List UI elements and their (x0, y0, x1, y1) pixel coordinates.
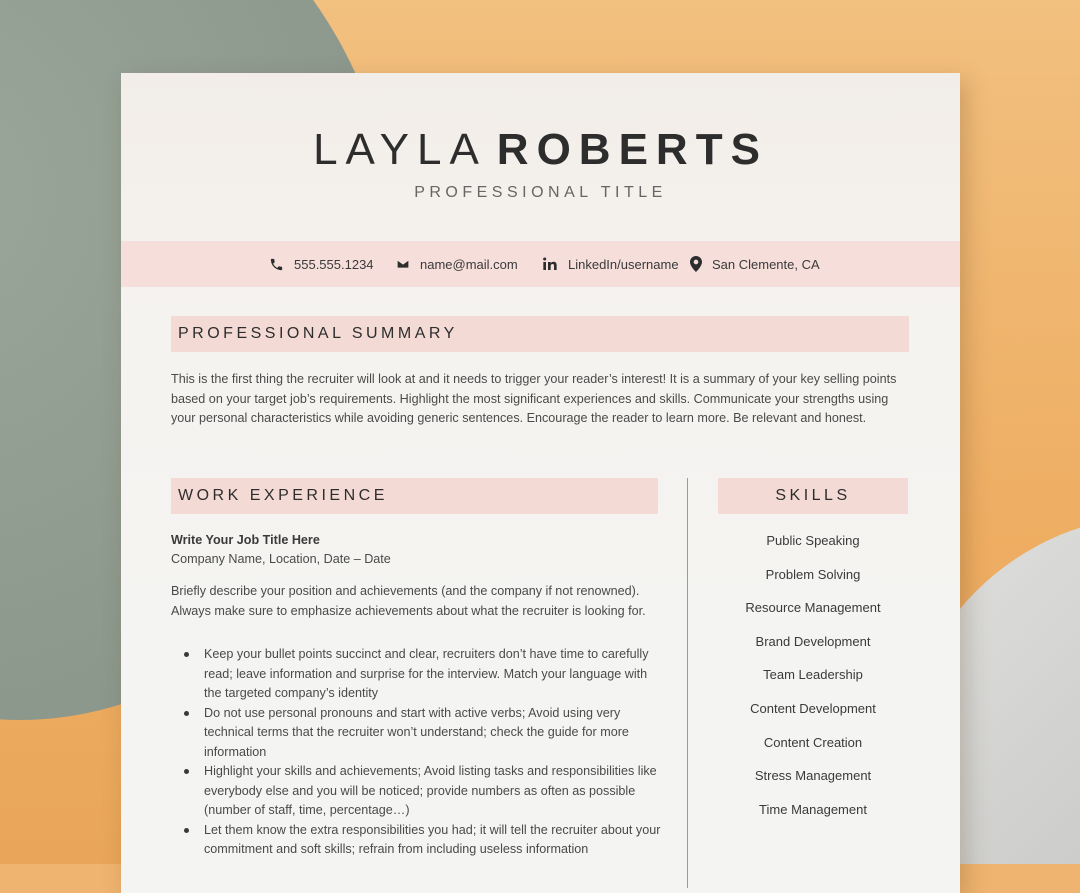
phone-text: 555.555.1234 (294, 256, 374, 272)
job-description: Briefly describe your position and achievements (and the company if not renowned). Always make sure to emphasize achievements about what the recruiter is looking for. (171, 584, 646, 618)
experience-heading: WORK EXPERIENCE (178, 487, 388, 504)
bullet-item: Let them know the extra responsibilities you had; it will tell the recruiter about your commitment and soft skills; refrain from including useless information (171, 821, 661, 860)
first-name: LAYLA (313, 125, 487, 174)
skill-item: Brand Development (755, 633, 871, 649)
location-pin-icon (690, 256, 702, 272)
skill-item: Resource Management (745, 600, 881, 616)
email-text: name@mail.com (420, 256, 518, 272)
experience-bullets (171, 645, 661, 860)
skill-item: Stress Management (754, 768, 872, 784)
contact-linkedin (542, 241, 679, 287)
skills-heading: SKILLS (775, 487, 851, 504)
contact-bar (121, 241, 960, 287)
linkedin-text: LinkedIn/username (568, 256, 679, 272)
bullet-item: Do not use personal pronouns and start with active verbs; Avoid using very technical terms that the recruiter won’t understand; check the guide for more information (171, 704, 661, 763)
experience-heading-band (171, 478, 658, 514)
skills-heading-band (718, 478, 908, 514)
linkedin-icon (542, 256, 558, 272)
skill-item: Time Management (759, 801, 867, 817)
resume-sheet (121, 73, 960, 893)
summary-text: This is the first thing the recruiter will look at and it needs to trigger your reader’s interest! It is a summary of your key selling points based on your target job’s requirements. Highlight the most significant experiences and skills. Communicate your strengths using your personal characteristics while avoiding generic sentences. Encourage the reader to learn more. Be relevant and honest. (171, 372, 897, 425)
phone-icon (269, 257, 284, 272)
skill-item: Content Development (750, 700, 876, 716)
job-title: Write Your Job Title Here (171, 533, 320, 547)
skill-item: Team Leadership (763, 667, 863, 683)
last-name: ROBERTS (496, 125, 768, 174)
location-text: San Clemente, CA (712, 256, 820, 272)
resume-name (121, 125, 960, 175)
skills-list (718, 531, 908, 833)
bullet-item: Highlight your skills and achievements; Avoid listing tasks and responsibilities like everybody else and you will be noticed; provide numbers as often as possible (number of staff, time, percentage…) (171, 762, 661, 821)
bullet-item: Keep your bullet points succinct and clear, recruiters don’t have time to carefully read; leave information and surprise for the interview. Match your language with the targeted company’s identity (171, 645, 661, 704)
contact-location (690, 241, 820, 287)
contact-email (396, 241, 518, 287)
job-meta: Company Name, Location, Date – Date (171, 552, 391, 566)
skill-item: Content Creation (763, 734, 863, 750)
summary-heading-band (171, 316, 909, 352)
professional-title: PROFESSIONAL TITLE (414, 184, 667, 201)
summary-heading: PROFESSIONAL SUMMARY (178, 325, 458, 342)
skill-item: Problem Solving (765, 566, 861, 582)
column-divider (687, 478, 688, 888)
skill-item: Public Speaking (766, 533, 860, 548)
email-icon (396, 257, 410, 271)
contact-phone (269, 241, 374, 287)
